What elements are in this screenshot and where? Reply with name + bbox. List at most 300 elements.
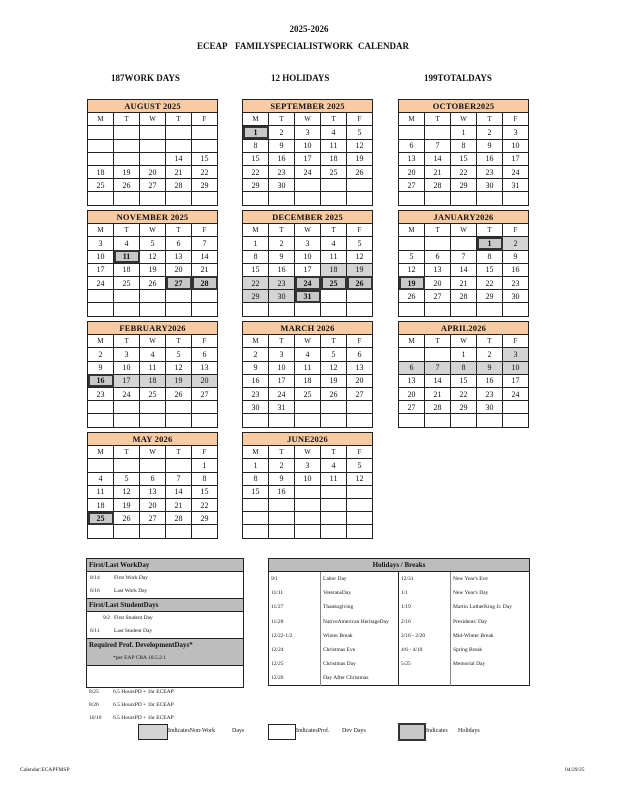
day-cell: 20	[166, 263, 192, 276]
empty-cell	[140, 290, 166, 303]
day-cell: 24	[295, 165, 321, 178]
empty-cell	[192, 525, 218, 538]
weekday-header: T	[425, 224, 451, 237]
day-cell: 29	[192, 512, 218, 525]
empty-cell	[451, 414, 477, 427]
day-cell: 9	[243, 361, 269, 374]
day-cell: 14	[425, 152, 451, 165]
holiday-date: 5/25	[399, 657, 451, 671]
day-cell: 29	[451, 401, 477, 414]
weekday-header: M	[243, 113, 269, 126]
day-cell: 15	[477, 263, 503, 276]
empty-cell	[192, 192, 218, 205]
empty-cell	[192, 139, 218, 152]
work-day-row: 8/14 First Work Day	[90, 575, 148, 581]
weekday-header: W	[295, 113, 321, 126]
month-title: MAY 2026	[88, 433, 218, 446]
day-cell: 1	[451, 126, 477, 139]
day-cell: 21	[166, 498, 192, 511]
day-cell: 10	[88, 250, 114, 263]
legend-swatch-holiday	[398, 723, 426, 741]
holiday-date: 11/28	[269, 615, 321, 629]
holiday-date: 9/1	[269, 572, 321, 586]
empty-cell	[503, 192, 529, 205]
empty-cell	[321, 179, 347, 192]
weekday-header: M	[88, 446, 114, 459]
month-title: MARCH 2026	[243, 322, 373, 335]
empty-cell	[321, 414, 347, 427]
empty-cell	[399, 348, 425, 361]
empty-cell	[192, 401, 218, 414]
day-cell: 29	[477, 290, 503, 303]
day-cell: 24	[269, 387, 295, 400]
empty-cell	[166, 139, 192, 152]
day-cell: 16	[503, 263, 529, 276]
student-day-heading: First/Last StudentDays	[87, 598, 243, 612]
org-name: ECEAP	[197, 41, 228, 51]
day-cell: 28	[451, 290, 477, 303]
month-calendar	[87, 99, 218, 206]
month-title: OCTOBER2025	[399, 100, 529, 113]
day-cell: 4	[88, 472, 114, 485]
empty-cell	[140, 459, 166, 472]
day-cell: 20	[399, 387, 425, 400]
empty-cell	[295, 414, 321, 427]
pd-row: 8/26 6.5 HoursPD + 1hr ECEAP	[89, 702, 174, 708]
holiday-date: 2/16	[399, 615, 451, 629]
month-calendar	[242, 210, 373, 317]
day-cell: 15	[192, 152, 218, 165]
empty-cell	[425, 414, 451, 427]
weekday-header: F	[503, 335, 529, 348]
empty-cell	[243, 303, 269, 316]
day-cell: 17	[503, 374, 529, 387]
empty-cell	[166, 290, 192, 303]
day-cell: 26	[166, 387, 192, 400]
day-cell: 2	[243, 348, 269, 361]
day-cell: 18	[140, 374, 166, 387]
holiday-name: VeteransDay	[321, 586, 399, 600]
empty-cell	[425, 126, 451, 139]
day-cell: 1	[243, 459, 269, 472]
day-cell: 27	[166, 276, 192, 289]
holiday-date	[399, 671, 451, 685]
weekday-header: F	[347, 113, 373, 126]
holiday-name: Christmas Day	[321, 657, 399, 671]
empty-cell	[166, 414, 192, 427]
day-cell: 19	[347, 152, 373, 165]
day-cell: 4	[140, 348, 166, 361]
empty-cell	[321, 525, 347, 538]
calendar-year: 2025-2026	[289, 24, 329, 34]
day-cell: 3	[295, 459, 321, 472]
empty-cell	[451, 237, 477, 250]
day-cell: 22	[451, 165, 477, 178]
empty-cell	[347, 192, 373, 205]
holiday-date: 12/25	[269, 657, 321, 671]
day-cell: 6	[140, 472, 166, 485]
day-cell: 30	[477, 179, 503, 192]
month-title: APRIL2026	[399, 322, 529, 335]
day-cell: 5	[140, 237, 166, 250]
weekday-header: M	[243, 335, 269, 348]
legend-swatch-prof-dev	[268, 724, 296, 740]
day-cell: 4	[321, 237, 347, 250]
day-cell: 23	[477, 165, 503, 178]
day-cell: 7	[192, 237, 218, 250]
day-cell: 13	[192, 361, 218, 374]
empty-cell	[114, 414, 140, 427]
day-cell: 5	[347, 237, 373, 250]
empty-cell	[321, 290, 347, 303]
day-cell: 24	[295, 276, 321, 289]
empty-cell	[114, 192, 140, 205]
empty-cell	[295, 192, 321, 205]
month-calendar	[87, 432, 218, 539]
month-calendar	[398, 321, 529, 428]
day-cell: 16	[477, 374, 503, 387]
day-cell: 27	[140, 179, 166, 192]
student-day-row: 6/11 Last Student Day	[90, 628, 153, 634]
day-cell: 10	[269, 361, 295, 374]
empty-cell	[425, 348, 451, 361]
day-cell: 31	[269, 401, 295, 414]
legend-nonwork-days: Days	[232, 728, 245, 734]
empty-cell	[166, 303, 192, 316]
weekday-header: T	[321, 446, 347, 459]
day-cell: 20	[192, 374, 218, 387]
day-cell: 28	[425, 401, 451, 414]
weekday-header: W	[140, 224, 166, 237]
weekday-header: M	[88, 335, 114, 348]
role-title: FAMILYSPECIALISTWORK	[235, 41, 354, 51]
day-cell: 16	[269, 263, 295, 276]
weekday-header: M	[88, 113, 114, 126]
day-cell: 30	[269, 290, 295, 303]
empty-cell	[425, 237, 451, 250]
day-cell: 28	[425, 179, 451, 192]
day-cell: 12	[347, 250, 373, 263]
holiday-date: 1/1	[399, 586, 451, 600]
day-cell: 4	[295, 348, 321, 361]
holidays-panel	[268, 558, 530, 686]
empty-cell	[321, 485, 347, 498]
day-cell: 17	[114, 374, 140, 387]
weekday-header: T	[321, 113, 347, 126]
weekday-header: F	[503, 224, 529, 237]
day-cell: 18	[295, 374, 321, 387]
day-cell: 25	[114, 276, 140, 289]
holiday-name: Thanksgiving	[321, 600, 399, 614]
day-cell: 25	[321, 165, 347, 178]
empty-cell	[295, 401, 321, 414]
day-cell: 30	[243, 401, 269, 414]
empty-cell	[477, 414, 503, 427]
holiday-name: Day After Christmas	[321, 671, 399, 685]
day-cell: 15	[243, 152, 269, 165]
holiday-name: Christmas Eve	[321, 643, 399, 657]
work-day-row: 6/16 Last Work Day	[90, 588, 148, 594]
holiday-date: 12/24	[269, 643, 321, 657]
month-title: JANUARY2026	[399, 211, 529, 224]
holiday-row	[269, 572, 529, 586]
empty-cell	[88, 459, 114, 472]
day-cell: 6	[192, 348, 218, 361]
day-cell: 24	[88, 276, 114, 289]
day-cell: 13	[166, 250, 192, 263]
day-cell: 22	[243, 276, 269, 289]
day-cell: 3	[269, 348, 295, 361]
empty-cell	[114, 525, 140, 538]
weekday-header: T	[477, 113, 503, 126]
day-cell: 11	[295, 361, 321, 374]
day-cell: 30	[269, 179, 295, 192]
day-cell: 23	[269, 276, 295, 289]
day-cell: 16	[269, 152, 295, 165]
empty-cell	[399, 303, 425, 316]
empty-cell	[321, 192, 347, 205]
empty-cell	[347, 512, 373, 525]
day-cell: 20	[347, 374, 373, 387]
day-cell: 26	[347, 165, 373, 178]
empty-cell	[140, 414, 166, 427]
day-cell: 4	[321, 126, 347, 139]
day-cell: 18	[114, 263, 140, 276]
day-cell: 19	[399, 276, 425, 289]
day-cell: 4	[321, 459, 347, 472]
day-cell: 25	[140, 387, 166, 400]
day-cell: 25	[88, 512, 114, 525]
legend-holiday-label: Indicates	[426, 728, 448, 734]
empty-cell	[114, 152, 140, 165]
day-cell: 26	[114, 512, 140, 525]
legend-holiday-days: Holidays	[458, 728, 480, 734]
day-cell: 19	[140, 263, 166, 276]
day-cell: 2	[269, 126, 295, 139]
day-cell: 25	[88, 179, 114, 192]
empty-cell	[166, 401, 192, 414]
day-cell: 22	[477, 276, 503, 289]
day-cell: 1	[451, 348, 477, 361]
calendar-label: CALENDAR	[358, 41, 410, 51]
day-cell: 19	[166, 374, 192, 387]
total-days-count: 199TOTALDAYS	[424, 73, 492, 83]
holiday-row	[269, 600, 529, 614]
empty-cell	[503, 414, 529, 427]
holiday-name: Memorial Day	[453, 661, 486, 668]
footer-doc-id: Calendar:ECAPFMSP	[20, 767, 70, 773]
day-cell: 16	[243, 374, 269, 387]
day-cell: 23	[503, 276, 529, 289]
weekday-header: M	[243, 224, 269, 237]
empty-cell	[140, 152, 166, 165]
empty-cell	[88, 401, 114, 414]
day-cell: 5	[347, 126, 373, 139]
day-cell: 21	[425, 387, 451, 400]
day-cell: 20	[399, 165, 425, 178]
day-cell: 14	[425, 374, 451, 387]
empty-cell	[347, 303, 373, 316]
holidays-count: 12 HOLIDAYS	[271, 73, 330, 83]
pd-rows	[86, 686, 244, 725]
empty-cell	[140, 303, 166, 316]
holiday-row	[269, 643, 529, 657]
empty-cell	[503, 401, 529, 414]
day-cell: 19	[347, 263, 373, 276]
holiday-name: NativeAmerican HeritageDay	[321, 615, 399, 629]
day-cell: 9	[269, 139, 295, 152]
day-cell: 11	[321, 472, 347, 485]
day-cell: 29	[243, 179, 269, 192]
empty-cell	[451, 303, 477, 316]
legend-prof-label: IndicatesProf.	[296, 728, 330, 734]
day-cell: 13	[347, 361, 373, 374]
weekday-header: T	[166, 113, 192, 126]
day-cell: 13	[399, 374, 425, 387]
day-cell: 10	[114, 361, 140, 374]
day-cell: 23	[477, 387, 503, 400]
empty-cell	[425, 303, 451, 316]
holiday-date: 11/27	[269, 600, 321, 614]
day-cell: 17	[503, 152, 529, 165]
day-cell: 11	[114, 250, 140, 263]
day-cell: 30	[477, 401, 503, 414]
day-cell: 3	[295, 237, 321, 250]
day-cell: 28	[192, 276, 218, 289]
day-cell: 26	[347, 276, 373, 289]
day-cell: 20	[425, 276, 451, 289]
day-cell: 26	[140, 276, 166, 289]
month-title: JUNE2026	[243, 433, 373, 446]
day-cell: 15	[243, 263, 269, 276]
day-cell: 5	[347, 459, 373, 472]
day-cell: 20	[140, 498, 166, 511]
day-cell: 9	[269, 472, 295, 485]
day-cell: 8	[192, 472, 218, 485]
work-day-heading: First/Last WorkDay	[87, 559, 243, 572]
day-cell: 25	[321, 276, 347, 289]
day-cell: 8	[243, 472, 269, 485]
holiday-date: 1/19	[399, 600, 451, 614]
empty-cell	[114, 303, 140, 316]
month-calendar	[398, 99, 529, 206]
empty-cell	[114, 139, 140, 152]
day-cell: 28	[166, 179, 192, 192]
empty-cell	[166, 459, 192, 472]
empty-cell	[295, 525, 321, 538]
holiday-name: Mid-Winter Break	[453, 632, 494, 639]
empty-cell	[425, 192, 451, 205]
day-cell: 27	[192, 387, 218, 400]
holiday-row	[269, 671, 529, 685]
empty-cell	[347, 485, 373, 498]
day-cell: 17	[88, 263, 114, 276]
weekday-header: W	[140, 446, 166, 459]
day-cell: 16	[88, 374, 114, 387]
day-cell: 25	[295, 387, 321, 400]
day-cell: 13	[140, 485, 166, 498]
day-cell: 30	[503, 290, 529, 303]
day-cell: 8	[243, 250, 269, 263]
day-cell: 6	[425, 250, 451, 263]
weekday-header: T	[114, 224, 140, 237]
weekday-header: W	[451, 224, 477, 237]
weekday-header: T	[321, 224, 347, 237]
day-cell: 18	[88, 498, 114, 511]
holiday-date: 12/31	[399, 572, 451, 586]
day-cell: 1	[192, 459, 218, 472]
day-cell: 22	[192, 498, 218, 511]
empty-cell	[347, 179, 373, 192]
holiday-name	[451, 671, 529, 685]
empty-cell	[269, 512, 295, 525]
day-cell: 11	[140, 361, 166, 374]
day-cell: 21	[192, 263, 218, 276]
holiday-date: 4/6 - 4/10	[399, 643, 451, 657]
day-cell: 24	[503, 387, 529, 400]
day-cell: 19	[114, 498, 140, 511]
empty-cell	[166, 192, 192, 205]
holiday-date: 2/16 - 2/20	[399, 629, 451, 643]
day-cell: 5	[114, 472, 140, 485]
day-cell: 27	[425, 290, 451, 303]
weekday-header: T	[269, 335, 295, 348]
empty-cell	[347, 498, 373, 511]
day-cell: 4	[114, 237, 140, 250]
day-cell: 10	[295, 250, 321, 263]
empty-cell	[140, 126, 166, 139]
day-cell: 24	[114, 387, 140, 400]
legend-swatch-nonwork	[138, 724, 168, 740]
day-cell: 26	[321, 387, 347, 400]
day-cell: 7	[425, 361, 451, 374]
empty-cell	[114, 401, 140, 414]
day-cell: 5	[399, 250, 425, 263]
day-cell: 7	[166, 472, 192, 485]
empty-cell	[140, 192, 166, 205]
day-cell: 12	[347, 472, 373, 485]
pd-row: 8/25 6.5 HoursPD + 1hr ECEAP	[89, 689, 174, 695]
day-cell: 6	[166, 237, 192, 250]
empty-cell	[503, 303, 529, 316]
day-cell: 6	[399, 139, 425, 152]
day-cell: 2	[88, 348, 114, 361]
day-cell: 27	[399, 179, 425, 192]
weekday-header: M	[399, 113, 425, 126]
empty-cell	[269, 303, 295, 316]
holiday-name: Labor Day	[321, 572, 399, 586]
weekday-header: T	[166, 335, 192, 348]
day-cell: 17	[295, 263, 321, 276]
day-cell: 18	[88, 165, 114, 178]
holiday-name: Winter Break	[321, 629, 399, 643]
day-cell: 15	[192, 485, 218, 498]
empty-cell	[295, 179, 321, 192]
empty-cell	[399, 237, 425, 250]
day-cell: 19	[321, 374, 347, 387]
day-cell: 23	[269, 165, 295, 178]
empty-cell	[192, 290, 218, 303]
day-cell: 7	[425, 139, 451, 152]
legend-nonwork-label: IndicatesNon-Work	[168, 728, 216, 734]
day-cell: 31	[295, 290, 321, 303]
empty-cell	[243, 192, 269, 205]
weekday-header: T	[477, 224, 503, 237]
day-cell: 22	[192, 165, 218, 178]
day-cell: 15	[451, 152, 477, 165]
weekday-header: T	[269, 446, 295, 459]
day-cell: 29	[451, 179, 477, 192]
